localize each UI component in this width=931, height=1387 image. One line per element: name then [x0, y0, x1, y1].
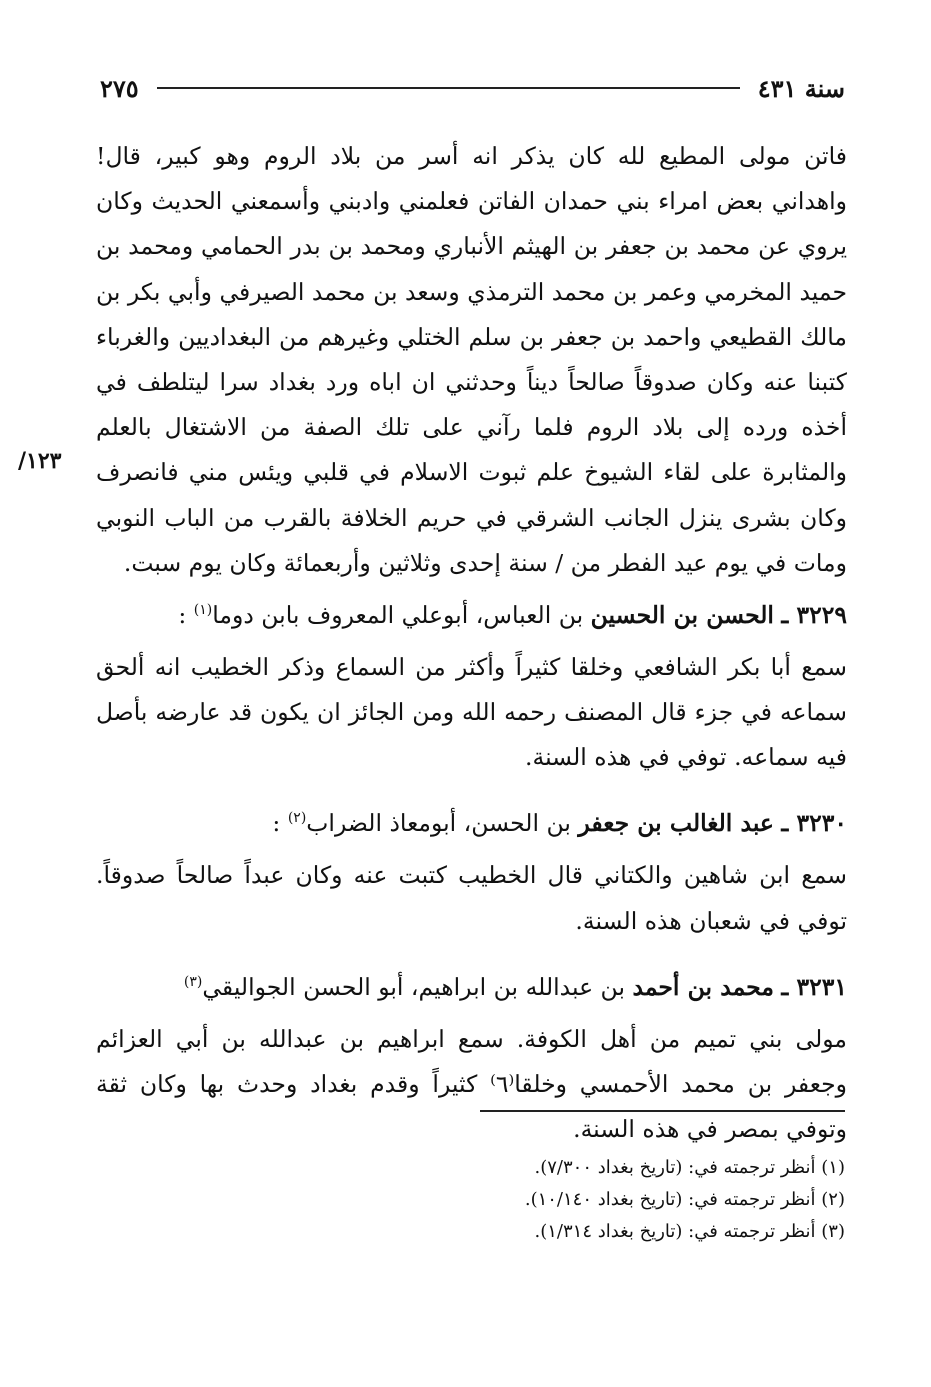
footnotes [285, 1152, 845, 1248]
entry-colon: : [272, 809, 281, 838]
entry-lineage: بن الحسن، أبومعاذ الضراب [306, 809, 571, 838]
text-line: فاتن مولى المطيع لله كان يذكر انه أسر من بلاد الروم وهو كبير، قال! واهداني بعض [96, 142, 847, 216]
entry-number: ٣٢٣٠ ـ [781, 809, 847, 838]
entry-heading [96, 958, 847, 1011]
entry-text: سمع أبا بكر الشافعي وخلقا كثيراً وأكثر من السماع وذكر الخطيب انه ألحق سماعه في جزء قال المصنف رحمه الله ومن الجائز ان يكون قد عارضه بأصل فيه سماعه. توفي في هذه السنة. [96, 652, 847, 772]
entry-lineage: بن العباس، أبوعلي المعروف بابن دوما [212, 600, 584, 629]
text-line: الصفة من الاشتغال بالعلم والمثابرة على لقاء الشيوخ علم ثبوت الاسلام في قلبي ويئس [96, 413, 847, 487]
text-line: جعفر بن سلم الختلي وغيرهم من البغداديين والغرباء كتبنا عنه وكان صدوقاً صالحاً ديناً [96, 322, 847, 397]
main-text [96, 134, 847, 1166]
entry-colon: : [178, 600, 187, 629]
footnote: (١) أنظر ترجمته في: (تاريخ بغداد ٧/٣٠٠). [534, 1157, 845, 1178]
entry-text: سمع ابن شاهين والكتاني قال الخطيب كتبت عنه وكان عبداً صالحاً صدوقاً. توفي في شعبان هذه السنة. [96, 861, 847, 935]
text-line: وحدثني ان اباه ورد بغداد سرا ليتلطف في أخذه ورده إلى بلاد الروم فلما رآني على تلك [96, 368, 847, 442]
entry-number: ٣٢٢٩ ـ [781, 600, 847, 629]
page-header [100, 68, 845, 108]
intro-paragraph [96, 134, 847, 586]
entry-name: عبد الغالب بن جعفر [578, 809, 774, 838]
margin-note: ١٢٣/ [18, 448, 62, 474]
entry-number: ٣٢٣١ ـ [781, 972, 847, 1001]
entry-heading [96, 586, 847, 639]
footnote-ref: (٢) [287, 810, 307, 827]
footnote-rule [480, 1110, 845, 1112]
page-number: ٢٧٥ [100, 73, 139, 103]
running-head: سنة ٤٣١ [757, 73, 845, 103]
entry-name: الحسن بن الحسين [590, 600, 774, 629]
entry-name: محمد بن أحمد [632, 972, 774, 1001]
footnote-ref: (٣) [183, 973, 203, 990]
text-line: محمد الترمذي وسعد بن محمد الصيرفي وأبي بكر بن مالك القطيعي واحمد بن [96, 277, 847, 351]
text-line: جعفر بن الهيثم الأنباري ومحمد بن بدر الحمامي ومحمد بن حميد المخرمي وعمر بن [96, 232, 847, 306]
text-line: مني فانصرف وكان بشرى ينزل الجانب الشرقي في حريم الخلافة بالقرب من الباب [96, 458, 847, 532]
entry-lineage: بن عبدالله بن ابراهيم، أبو الحسن الجواليقي [202, 972, 625, 1001]
entry-text: مولى بني تميم من أهل الكوفة. سمع ابراهيم بن عبدالله بن أبي العزائم وجعفر بن محمد الأحمسي وخلقا⁽٦⁾ كثيراً وقدم بغداد وحدث بها وكان ثقة وتوفي بمصر في هذه السنة. [96, 1024, 848, 1143]
footnote: (٢) أنظر ترجمته في: (تاريخ بغداد ١٠/١٤٠). [524, 1189, 845, 1210]
entry-heading [96, 794, 847, 847]
text-line: امراء بني حمدان الفاتن فعلمني وادبني وأسمعني الحديث وكان يروي عن محمد بن [96, 187, 847, 261]
text-line: النوبي ومات في يوم عيد الفطر من / سنة إحدى وثلاثين وأربعمائة وكان يوم سبت. [96, 503, 847, 577]
footnote: (٣) أنظر ترجمته في: (تاريخ بغداد ١/٣١٤). [534, 1221, 845, 1242]
header-rule [157, 87, 740, 89]
footnote-ref: (١) [193, 602, 213, 619]
